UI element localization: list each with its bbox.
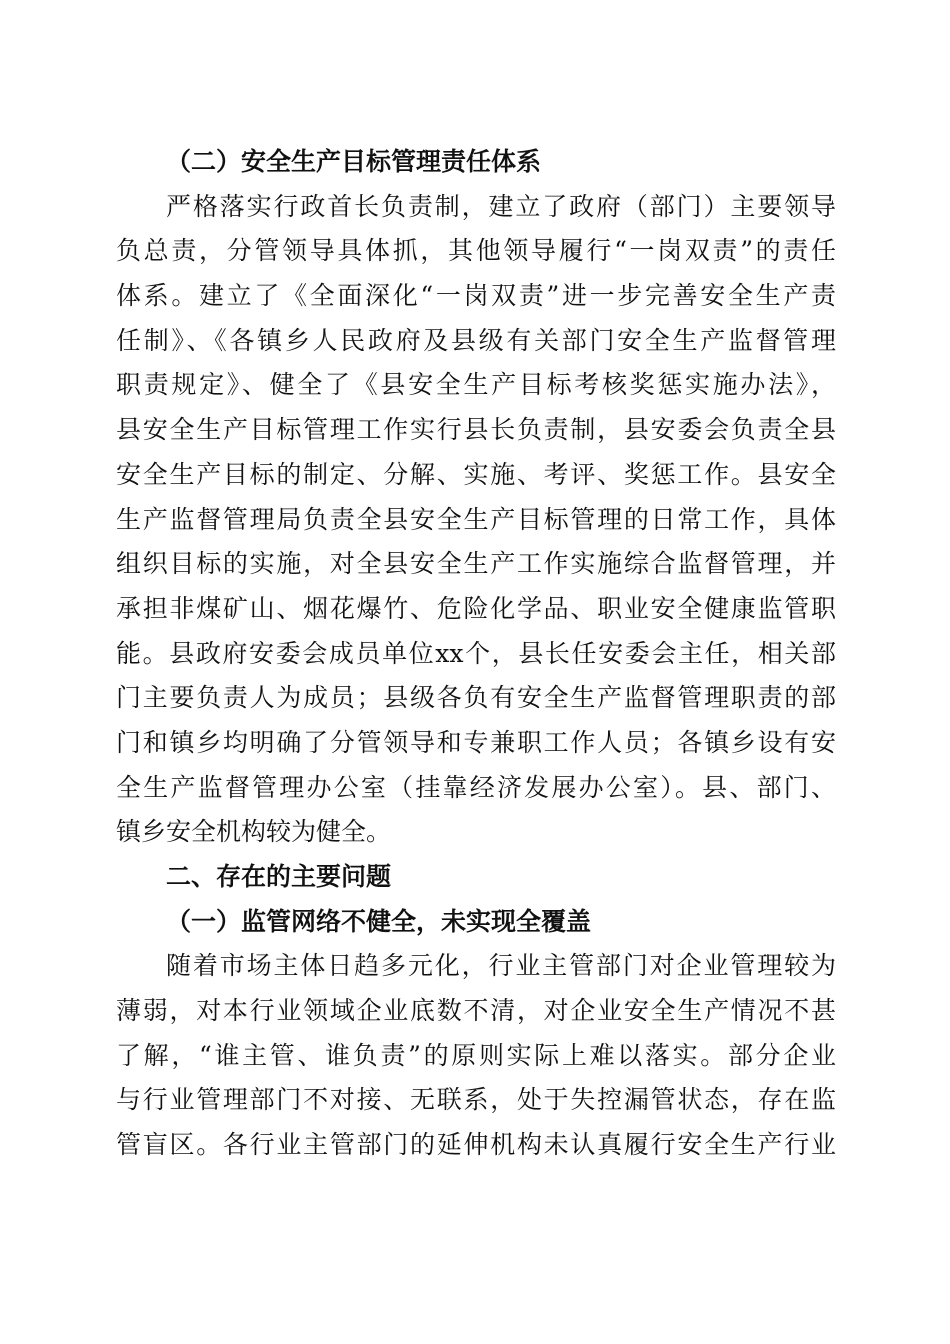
paragraph-1-line: 门和镇乡均明确了分管领导和专兼职工作人员；各镇乡设有安 [116, 727, 836, 757]
paragraph-1-line: 职责规定》、健全了《县安全生产目标考核奖惩实施办法》， [116, 370, 836, 400]
paragraph-1-line: 安全生产目标的制定、分解、实施、考评、奖惩工作。县安全 [116, 459, 836, 489]
paragraph-1-line: 承担非煤矿山、烟花爆竹、危险化学品、职业安全健康监管职 [116, 593, 836, 623]
chapter-heading-2 [116, 855, 836, 900]
section-heading-1-text: （二）安全生产目标管理责任体系 [166, 147, 542, 176]
paragraph-1-line: 县安全生产目标管理工作实行县长负责制，县安委会负责全县 [116, 415, 836, 445]
document-body [116, 140, 836, 1168]
section-heading-2-text: （一）监管网络不健全，未实现全覆盖 [166, 906, 592, 936]
paragraph-1-line: 全生产监督管理办公室（挂靠经济发展办公室）。县、部门、 [116, 772, 836, 802]
paragraph-1-line: 严格落实行政首长负责制，建立了政府（部门）主要领导 [166, 191, 836, 221]
section-heading-1 [116, 140, 836, 185]
paragraph-2-line: 管盲区。各行业主管部门的延伸机构未认真履行安全生产行业 [116, 1130, 836, 1160]
paragraph-2-line: 了解，“谁主管、谁负责”的原则实际上难以落实。部分企业 [116, 1040, 836, 1070]
paragraph-1-line: 组织目标的实施，对全县安全生产工作实施综合监督管理，并 [116, 549, 836, 579]
paragraph-2 [116, 944, 836, 1167]
paragraph-2-line: 薄弱，对本行业领域企业底数不清，对企业安全生产情况不甚 [116, 996, 836, 1026]
paragraph-1 [116, 185, 836, 855]
paragraph-1-line: 体系。建立了《全面深化“一岗双责”进一步完善安全生产责 [116, 281, 836, 311]
paragraph-1-line: 镇乡安全机构较为健全。 [116, 817, 392, 847]
paragraph-1-line: 能。县政府安委会成员单位xx个，县长任安委会主任，相关部 [116, 638, 836, 668]
paragraph-1-line: 门主要负责人为成员；县级各负有安全生产监督管理职责的部 [116, 683, 836, 713]
paragraph-1-line: 生产监督管理局负责全县安全生产目标管理的日常工作，具体 [116, 504, 836, 534]
paragraph-1-line: 负总责，分管领导具体抓，其他领导履行“一岗双责”的责任 [116, 236, 836, 266]
chapter-heading-2-text: 二、存在的主要问题 [166, 862, 392, 891]
paragraph-2-line: 随着市场主体日趋多元化，行业主管部门对企业管理较为 [166, 951, 836, 981]
section-heading-2 [116, 900, 836, 945]
paragraph-2-line: 与行业管理部门不对接、无联系，处于失控漏管状态，存在监 [116, 1085, 836, 1115]
paragraph-1-line: 任制》、《各镇乡人民政府及县级有关部门安全生产监督管理 [116, 325, 836, 355]
